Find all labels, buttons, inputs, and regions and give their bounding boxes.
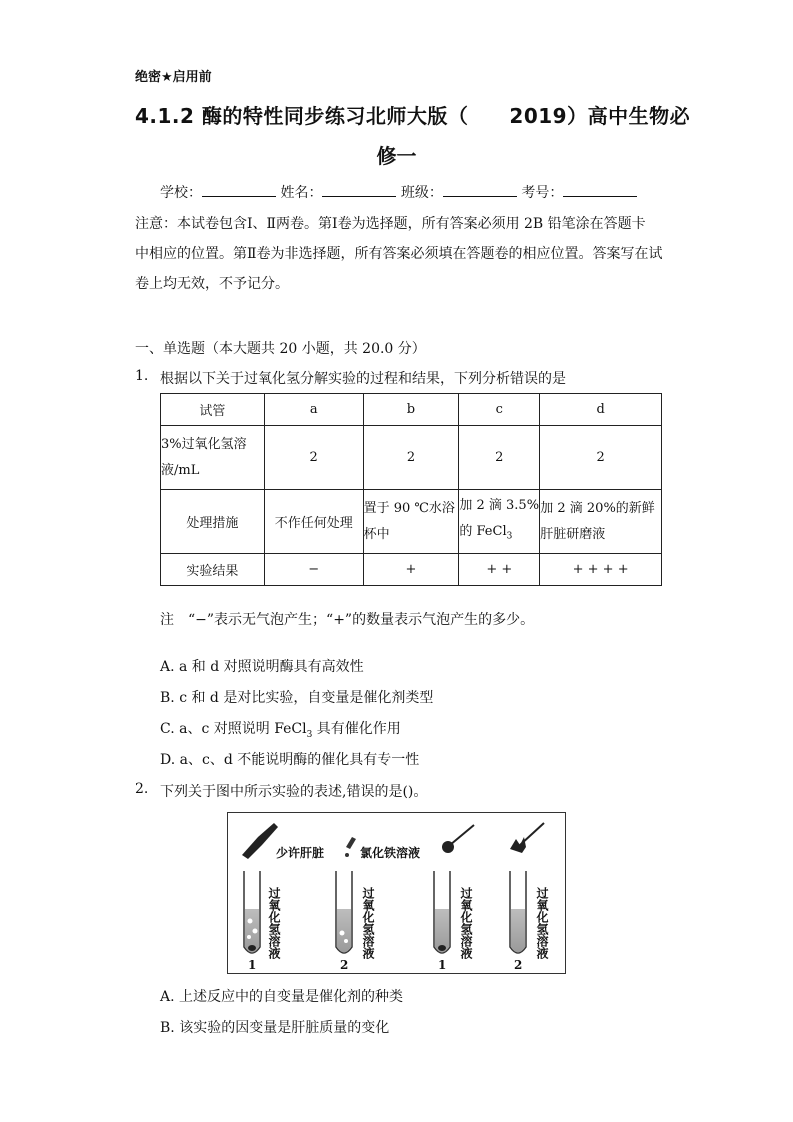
table-cell: − — [264, 554, 363, 586]
label-liver: 少许肝脏 — [276, 846, 325, 860]
test-tube-illustration — [228, 813, 565, 973]
header-cell: a — [264, 394, 363, 426]
question-1-number: 1. — [135, 368, 149, 384]
name-label: 姓名： — [280, 185, 323, 201]
question-2-number: 2. — [135, 781, 149, 797]
subscript: 3 — [506, 531, 513, 542]
option-a[interactable]: A. a 和 d 对照说明酶具有高效性 — [160, 659, 364, 675]
tube-number: 2 — [514, 958, 523, 972]
row-label-line: 液/mL — [161, 462, 200, 478]
header-cell: b — [363, 394, 459, 426]
school-label: 学校： — [160, 185, 202, 201]
question-2-text: 下列关于图中所示实验的表述,错误的是()。 — [160, 784, 428, 800]
cell-line: 置于 90 ℃水浴 — [363, 500, 455, 516]
experiment-table — [160, 393, 662, 586]
table-cell — [540, 490, 662, 554]
section-heading: 一、单选题（本大题共 20 小题，共 20.0 分） — [135, 341, 426, 357]
table-cell: + — [363, 554, 459, 586]
row-label-line: 3%过氧化氢溶 — [161, 436, 247, 452]
option-c[interactable] — [160, 718, 401, 740]
row-label-cell — [161, 426, 265, 490]
notice-line-3: 卷上均无效，不予记分。 — [135, 276, 289, 292]
test-tube-4 — [510, 871, 549, 972]
cell-line: 杯中 — [363, 526, 390, 542]
cell-text: 的 FeCl — [459, 524, 507, 540]
tube-label: 过氧化氢溶液 — [459, 887, 473, 959]
test-tube-1 — [244, 871, 281, 972]
table-cell: 2 — [363, 426, 459, 490]
cell-line: 加 2 滴 20%的新鲜 — [540, 500, 655, 516]
table-row — [161, 490, 662, 554]
subscript: 3 — [306, 729, 313, 740]
experiment-figure — [227, 812, 566, 974]
header-cell: 试管 — [161, 394, 265, 426]
table-cell: + + — [459, 554, 540, 586]
tube-label: 过氧化氢溶液 — [267, 887, 281, 959]
table-cell: + + + + — [540, 554, 662, 586]
tube-number: 2 — [340, 958, 349, 972]
page-title-continued: 修一 — [376, 144, 417, 168]
table-cell — [363, 490, 459, 554]
test-tube-2 — [336, 871, 375, 972]
q2-option-b[interactable]: B. 该实验的因变量是肝脏质量的变化 — [160, 1020, 390, 1036]
confidential-mark: 绝密★启用前 — [135, 70, 212, 85]
question-1-text: 根据以下关于过氧化氢分解实验的过程和结果，下列分析错误的是 — [160, 371, 566, 387]
row-label-cell: 处理措施 — [161, 490, 265, 554]
table-cell: 2 — [264, 426, 363, 490]
cell-line: 肝脏研磨液 — [540, 526, 606, 542]
tube-label: 过氧化氢溶液 — [535, 887, 549, 959]
student-info-line — [160, 182, 637, 202]
tube-number: 1 — [438, 958, 447, 972]
option-d[interactable]: D. a、c、d 不能说明酶的催化具有专一性 — [160, 752, 420, 768]
option-c-text-end: 具有催化作用 — [312, 721, 401, 737]
table-cell — [459, 490, 540, 554]
header-cell: d — [540, 394, 662, 426]
table-header-row — [161, 394, 662, 426]
label-fecl3: 氯化铁溶液 — [360, 846, 421, 860]
liver-piece-icon — [242, 823, 278, 859]
q2-option-a[interactable]: A. 上述反应中的自变量是催化剂的种类 — [160, 989, 404, 1005]
id-label: 考号： — [521, 185, 564, 201]
table-row — [161, 554, 662, 586]
school-blank[interactable] — [202, 182, 276, 197]
flame-icon — [442, 841, 454, 853]
table-row — [161, 426, 662, 490]
tube-number: 1 — [248, 958, 257, 972]
table-cell: 2 — [540, 426, 662, 490]
table-cell: 2 — [459, 426, 540, 490]
notice-line-1: 注意：本试卷包含Ⅰ、Ⅱ两卷。第Ⅰ卷为选择题，所有答案必须用 2B 铅笔涂在答题卡 — [135, 216, 646, 232]
question-1-note: 注 “−”表示无气泡产生；“+”的数量表示气泡产生的多少。 — [160, 612, 535, 628]
id-blank[interactable] — [563, 182, 637, 197]
notice-line-2: 中相应的位置。第Ⅱ卷为非选择题，所有答案必须填在答题卷的相应位置。答案写在试 — [135, 246, 663, 262]
ember-icon — [510, 837, 526, 853]
header-cell: c — [459, 394, 540, 426]
name-blank[interactable] — [322, 182, 396, 197]
row-label-cell: 实验结果 — [161, 554, 265, 586]
table-cell: 不作任何处理 — [264, 490, 363, 554]
class-blank[interactable] — [443, 182, 517, 197]
cell-line: 加 2 滴 3.5% — [459, 498, 540, 514]
dropper-icon — [346, 837, 356, 849]
option-c-text: C. a、c 对照说明 FeCl — [160, 721, 307, 737]
class-label: 班级： — [400, 185, 443, 201]
cell-line — [459, 519, 539, 550]
page-title: 4.1.2 酶的特性同步练习北师大版（ 2019）高中生物必 — [135, 104, 691, 128]
tube-label: 过氧化氢溶液 — [361, 887, 375, 959]
option-b[interactable]: B. c 和 d 是对比实验，自变量是催化剂类型 — [160, 690, 434, 706]
test-tube-3 — [434, 871, 473, 972]
